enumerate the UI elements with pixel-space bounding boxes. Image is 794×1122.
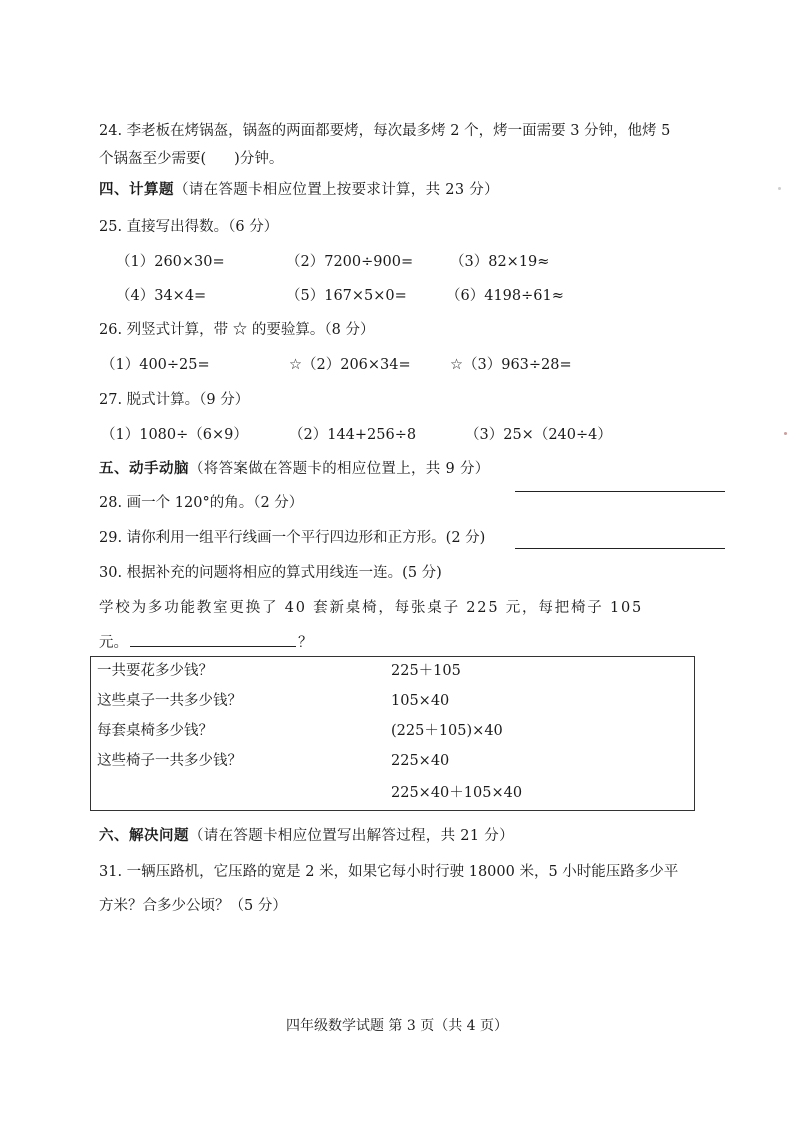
- q26-item-3: ☆（3）963÷28=: [450, 357, 572, 373]
- q24-line2: [99, 150, 283, 168]
- page-footer: 四年级数学试题 第 3 页（共 4 页）: [285, 1018, 509, 1034]
- q30-text-line2-end: ？: [298, 635, 313, 651]
- q30-expression-4[interactable]: 225×40: [391, 753, 450, 769]
- q30-stem: 30. 根据补充的问题将相应的算式用线连一连。(5 分): [99, 565, 442, 581]
- q30-text-line1: 学校为多功能教室更换了 40 套新桌椅，每张桌子 225 元，每把椅子 105: [99, 600, 644, 616]
- q30-question-3[interactable]: 每套桌椅多少钱？: [97, 723, 213, 739]
- section-4-heading: [99, 181, 499, 199]
- section-6-title: 六、解决问题: [99, 827, 189, 844]
- q26-stem: 26. 列竖式计算，带 ☆ 的要验算。（8 分）: [99, 322, 375, 338]
- section-5-note: （将答案做在答题卡的相应位置上，共 9 分）: [189, 461, 490, 477]
- q25-item-5: （5）167×5×0=: [286, 288, 407, 304]
- q25-item-3: （3）82×19≈: [450, 254, 550, 270]
- q30-question-1[interactable]: 一共要花多少钱？: [97, 663, 213, 679]
- q27-item-1: （1）1080÷（6×9）: [101, 427, 248, 443]
- q27-item-3: （3）25×（240÷4）: [465, 427, 612, 443]
- q27-stem: 27. 脱式计算。（9 分）: [99, 392, 250, 408]
- q30-question-4[interactable]: 这些椅子一共多少钱？: [97, 753, 242, 769]
- section-6-heading: [99, 827, 514, 845]
- q31-line2: 方米？合多少公顷？（5 分）: [99, 898, 287, 914]
- q26-item-1: （1）400÷25=: [101, 357, 210, 373]
- q30-text-line2-start: 元。: [99, 635, 128, 651]
- section-4-note: （请在答题卡相应位置上按要求计算，共 23 分）: [174, 182, 499, 198]
- q25-item-2: （2）7200÷900=: [286, 254, 414, 270]
- q30-expression-5[interactable]: 225×40＋105×40: [391, 785, 523, 801]
- q30-text-line2: [99, 632, 313, 652]
- q30-expression-2[interactable]: 105×40: [391, 693, 450, 709]
- q29-stem: 29. 请你利用一组平行线画一个平行四边形和正方形。(2 分): [99, 530, 486, 546]
- q24-line2-start: 个锅盔至少需要(: [99, 151, 207, 167]
- section-4-title: 四、计算题: [99, 181, 174, 198]
- q31-line1: 31. 一辆压路机，它压路的宽是 2 米，如果它每小时行驶 18000 米，5 小时能压路多少平: [99, 864, 679, 880]
- q25-item-6: （6）4198÷61≈: [446, 288, 564, 304]
- q30-expression-3[interactable]: (225＋105)×40: [391, 723, 503, 739]
- q25-item-4: （4）34×4=: [116, 288, 207, 304]
- q30-expression-1[interactable]: 225＋105: [391, 663, 461, 679]
- section-5-title: 五、动手动脑: [99, 460, 189, 477]
- scan-speck: [784, 432, 787, 435]
- scan-speck: [778, 187, 781, 190]
- q29-answer-line[interactable]: [515, 548, 725, 549]
- q25-stem: 25. 直接写出得数。（6 分）: [99, 219, 279, 235]
- q28-answer-line[interactable]: [515, 491, 725, 492]
- q26-item-2: ☆（2）206×34=: [289, 357, 411, 373]
- q24-line2-end: )分钟。: [234, 151, 284, 167]
- q25-item-1: （1）260×30=: [116, 254, 225, 270]
- q30-question-2[interactable]: 这些桌子一共多少钱？: [97, 693, 242, 709]
- section-5-heading: [99, 460, 490, 478]
- q24-line1: 24. 李老板在烤锅盔，锅盔的两面都要烤，每次最多烤 2 个，烤一面需要 3 分钟，他烤 5: [99, 123, 671, 139]
- q30-question-blank[interactable]: [130, 632, 296, 647]
- q27-item-2: （2）144+256÷8: [289, 427, 417, 443]
- section-6-note: （请在答题卡相应位置写出解答过程，共 21 分）: [189, 828, 514, 844]
- q28-stem: 28. 画一个 120°的角。（2 分）: [99, 495, 304, 511]
